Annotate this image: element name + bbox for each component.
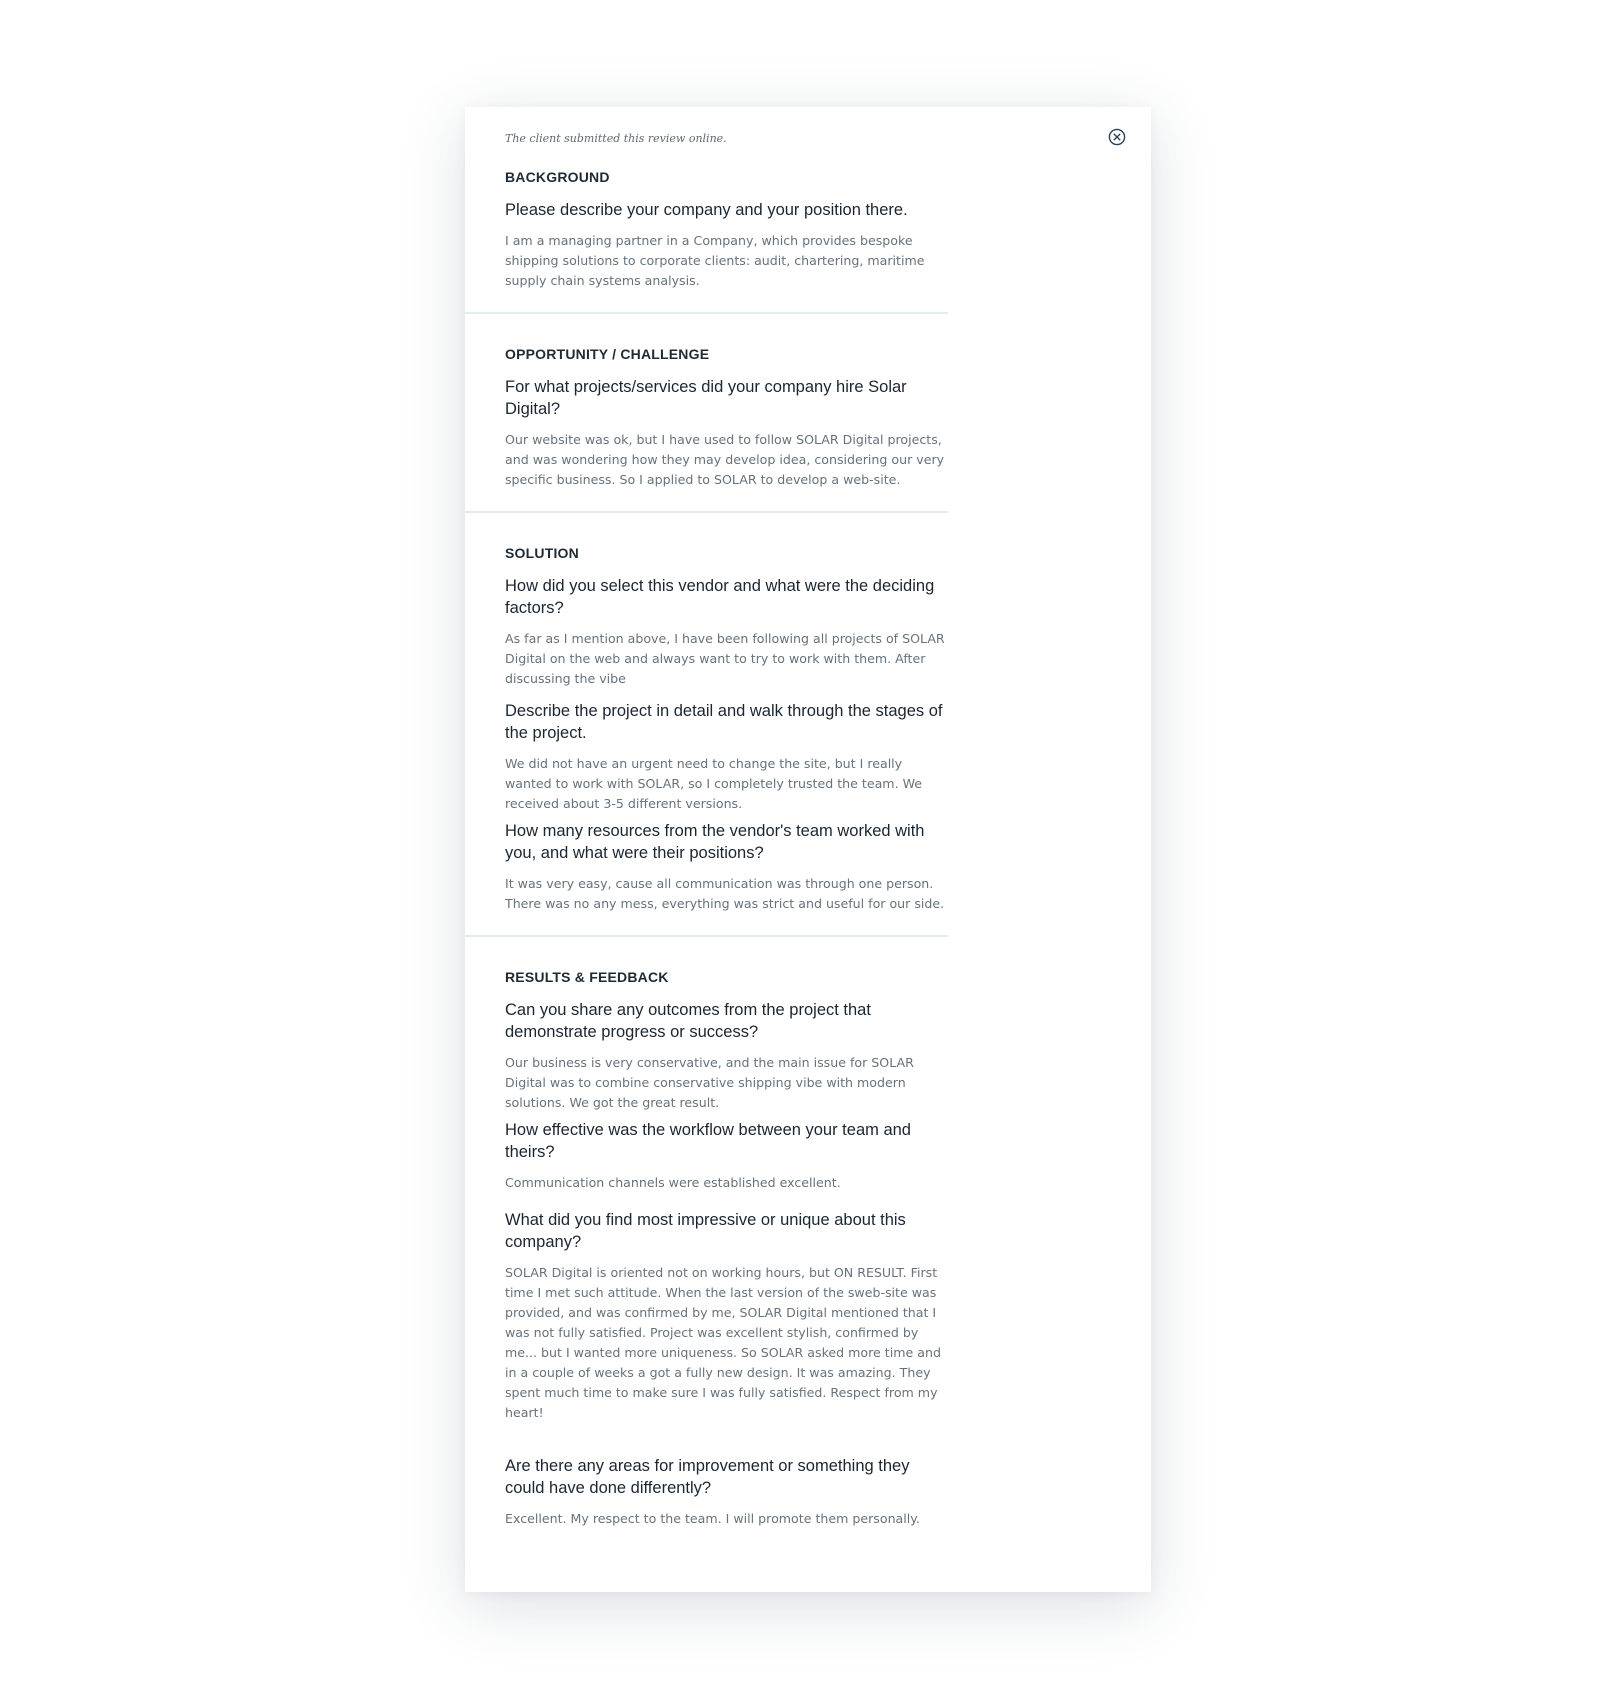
section-opportunity-challenge	[465, 314, 948, 511]
submission-note: The client submitted this review online.	[505, 132, 727, 145]
close-button[interactable]	[1108, 128, 1126, 146]
answer: Excellent. My respect to the team. I will promote them personally.	[505, 1511, 920, 1526]
qa-item	[505, 700, 948, 814]
section-title: RESULTS & FEEDBACK	[505, 969, 669, 985]
question: For what projects/services did your company hire Solar Digital?	[505, 378, 907, 418]
answer: SOLAR Digital is oriented not on working hours, but ON RESULT. First time I met such attitude. When the last version of the sweb-site was provided, and was confirmed by me, SOLAR Digital mentioned that I was not fully satisfied. Project was excellent stylish, confirmed by me... but I wanted more uniqueness. So SOLAR asked more time and in a couple of weeks a got a fully new design. It was amazing. They spent much time to make sure I was fully satisfied. Respect from my heart!	[505, 1265, 941, 1420]
answer: It was very easy, cause all communication was through one person. There was no any mess, everything was strict and useful for our side.	[505, 876, 945, 911]
question: How effective was the workflow between your team and theirs?	[505, 1121, 911, 1161]
qa-item	[505, 1455, 948, 1529]
question: What did you find most impressive or unique about this company?	[505, 1211, 906, 1251]
qa-item	[505, 1119, 948, 1193]
section-background	[465, 169, 948, 312]
qa-item	[505, 820, 948, 914]
section-title: BACKGROUND	[505, 169, 610, 185]
answer: Our business is very conservative, and the main issue for SOLAR Digital was to combine conservative shipping vibe with modern solutions. We got the great result.	[505, 1055, 914, 1110]
section-solution	[465, 513, 948, 935]
question: Can you share any outcomes from the project that demonstrate progress or success?	[505, 1001, 871, 1041]
qa-item	[505, 376, 948, 490]
qa-item	[505, 199, 948, 291]
section-title: SOLUTION	[505, 545, 579, 561]
question: How did you select this vendor and what were the deciding factors?	[505, 577, 935, 617]
qa-item	[505, 1209, 948, 1423]
section-results-feedback	[465, 937, 948, 1529]
qa-item	[505, 999, 948, 1113]
close-circle-icon	[1108, 128, 1126, 146]
review-modal	[465, 107, 1151, 1592]
question: Please describe your company and your position there.	[505, 201, 908, 219]
answer: We did not have an urgent need to change the site, but I really wanted to work with SOLAR, so I completely trusted the team. We received about 3-5 different versions.	[505, 756, 923, 811]
review-content	[465, 169, 948, 1529]
qa-item	[505, 575, 948, 689]
answer: As far as I mention above, I have been following all projects of SOLAR Digital on the web and always want to try to work with them. After discussing the vibe	[505, 631, 945, 686]
answer: Our website was ok, but I have used to follow SOLAR Digital projects, and was wondering how they may develop idea, considering our very specific business. So I applied to SOLAR to develop a web-site.	[505, 432, 945, 487]
section-title: OPPORTUNITY / CHALLENGE	[505, 346, 710, 362]
question: Describe the project in detail and walk through the stages of the project.	[505, 702, 943, 742]
answer: Communication channels were established excellent.	[505, 1175, 841, 1190]
question: Are there any areas for improvement or something they could have done differently?	[505, 1457, 910, 1497]
answer: I am a managing partner in a Company, which provides bespoke shipping solutions to corporate clients: audit, chartering, maritime supply chain systems analysis.	[505, 233, 925, 288]
question: How many resources from the vendor's team worked with you, and what were their positions?	[505, 822, 925, 862]
